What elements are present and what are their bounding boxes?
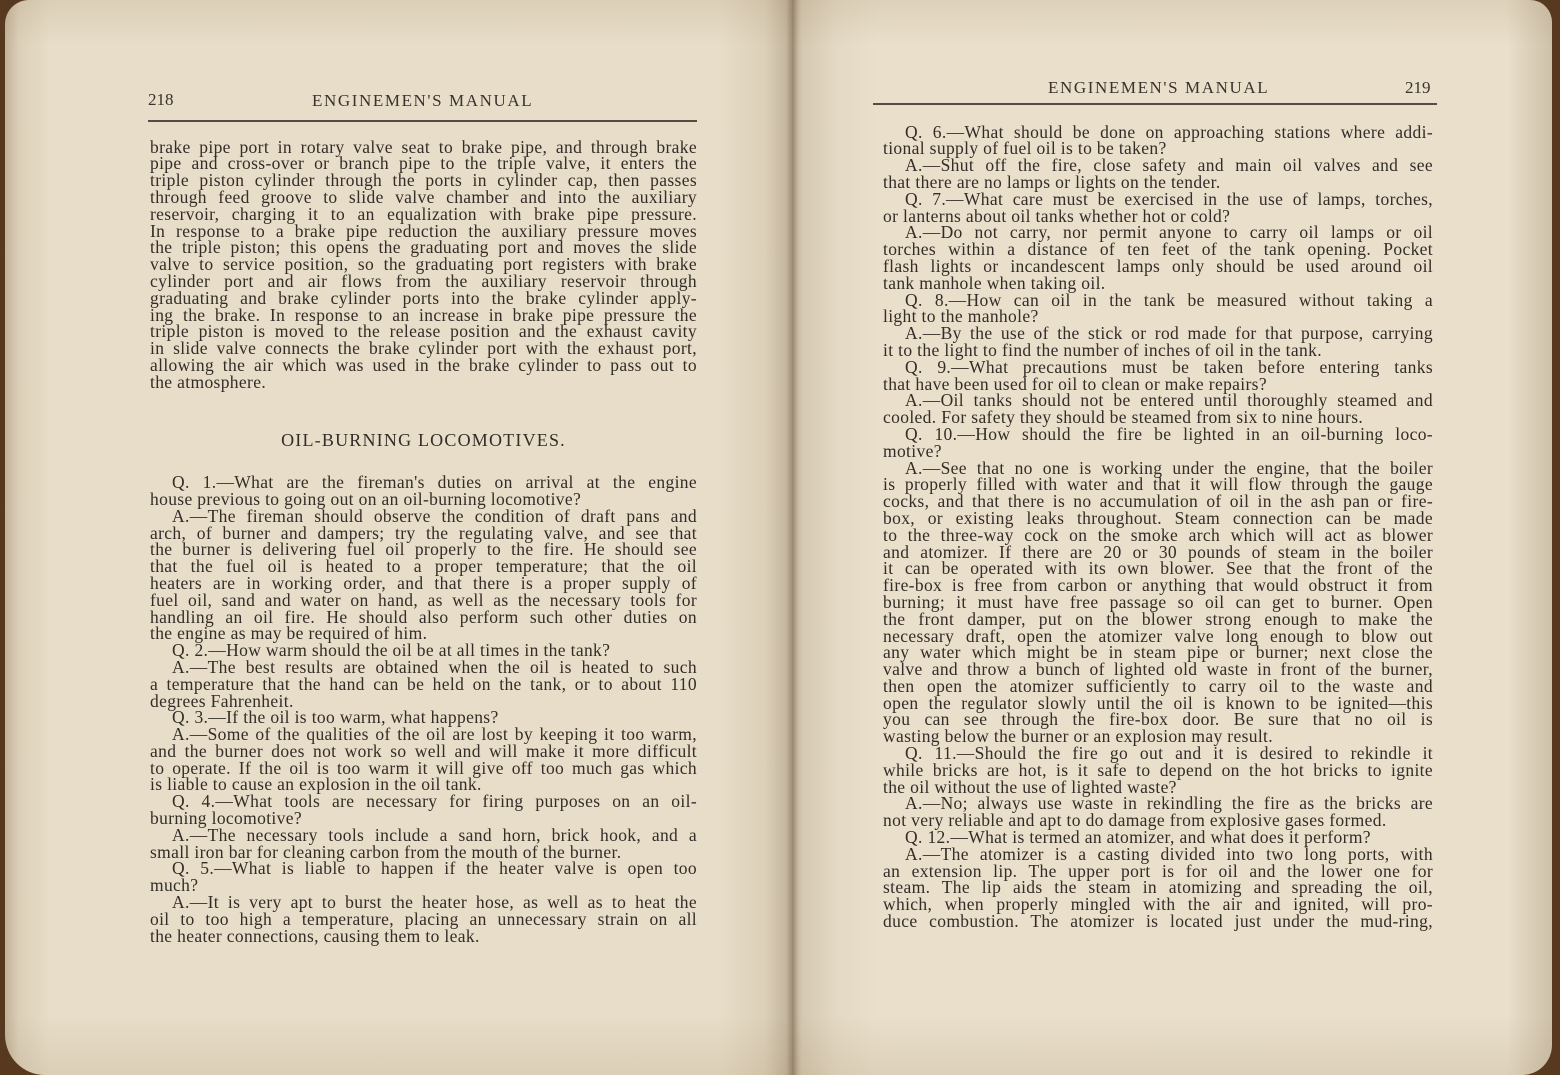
answer-paragraph — [150, 726, 697, 793]
text-line: that have been used for oil to clean or make repairs? — [883, 373, 1267, 394]
text-line: burning locomotive? — [150, 808, 302, 829]
text-line: the triple piston; this opens the graduating port and moves the slide — [150, 237, 697, 258]
text-line: A.—Oil tanks should not be entered until thoroughly steamed and — [905, 390, 1433, 411]
text-line: degrees Fahrenheit. — [150, 690, 294, 711]
text-line: a temperature that the hand can be held on the tank, or to about 110 — [150, 673, 697, 694]
text-line: Q. 2.—How warm should the oil be at all times in the tank? — [172, 640, 611, 661]
text-line: wasting below the burner or an explosion may result. — [883, 726, 1273, 747]
text-line: in slide valve connects the brake cylinder port with the exhaust port, — [150, 338, 697, 359]
text-line: A.—Some of the qualities of the oil are lost by keeping it too warm, — [172, 724, 697, 745]
answer-paragraph — [883, 392, 1433, 426]
answer-paragraph — [883, 157, 1433, 191]
text-line: A.—The atomizer is a casting divided into two long ports, with — [905, 843, 1433, 864]
text-line: while bricks are hot, is it safe to depend on the hot bricks to ignite — [883, 759, 1433, 780]
text-line: A.—The fireman should observe the condition of draft pans and — [172, 505, 697, 526]
question-paragraph — [883, 423, 1433, 461]
text-line: A.—See that no one is working under the engine, that the boiler — [905, 457, 1433, 478]
text-line: A.—Do not carry, nor permit anyone to carry oil lamps or oil — [905, 222, 1433, 243]
text-line: triple piston is moved to the release position and the exhaust cavity — [150, 321, 697, 342]
text-line: you can see through the fire-box door. Be sure that no oil is — [883, 709, 1433, 730]
text-line: triple piston cylinder through the ports in cylinder cap, then passes — [150, 170, 697, 191]
page-number: 219 — [1405, 78, 1431, 97]
answer-paragraph — [883, 224, 1433, 291]
text-line: Q. 1.—What are the fireman's duties on arrival at the engine — [172, 472, 697, 493]
text-line: cylinder port and air flows from the auxiliary reservoir through — [150, 270, 697, 291]
text-line: which, when properly mingled with the air and ignited, will pro- — [883, 894, 1433, 915]
text-line: torches within a distance of ten feet of the tank opening. Pocket — [883, 239, 1433, 260]
text-line: pipe and cross-over or branch pipe to the triple valve, it enters the — [150, 153, 697, 174]
text-line: light to the manhole? — [883, 306, 1039, 327]
text-line: Q. 6.—What should be done on approaching stations where addi- — [905, 121, 1433, 142]
question-paragraph — [883, 745, 1433, 795]
text-line: A.—The best results are obtained when the oil is heated to such — [172, 656, 697, 677]
text-line: Q. 7.—What care must be exercised in the use of lamps, torches, — [905, 188, 1433, 209]
answer-paragraph — [150, 894, 697, 944]
text-line: an extension lip. The upper port is for oil and the lower one for — [883, 860, 1433, 881]
question-paragraph — [883, 289, 1433, 327]
text-line: A.—No; always use waste in rekindling the fire as the bricks are — [905, 793, 1433, 814]
text-line: that there are no lamps or lights on the tender. — [883, 171, 1221, 192]
text-line: fire-box is free from carbon or anything that would obstruct it from — [883, 575, 1433, 596]
text-line: small iron bar for cleaning carbon from the mouth of the burner. — [150, 841, 622, 862]
text-line: A.—By the use of the stick or rod made for that purpose, carrying — [905, 323, 1433, 344]
answer-paragraph — [150, 656, 697, 711]
question-paragraph — [883, 356, 1433, 394]
text-line: to operate. If the oil is too warm it will give off too much gas which — [150, 757, 697, 778]
text-line: A.—It is very apt to burst the heater hose, as well as to heat the — [172, 892, 697, 913]
left-page — [5, 0, 792, 1075]
text-line: and atomizer. If there are 20 or 30 pounds of steam in the boiler — [883, 541, 1433, 562]
header-rule — [148, 120, 697, 122]
text-line: valve to service position, so the graduating port registers with brake — [150, 254, 697, 275]
text-line: the oil without the use of lighted waste? — [883, 776, 1177, 797]
gutter-shadow — [786, 0, 798, 1075]
text-line: reservoir, charging it to an equalization with brake pipe pressure. — [150, 203, 697, 224]
answer-paragraph — [150, 824, 697, 862]
text-line: Q. 3.—If the oil is too warm, what happens? — [172, 707, 499, 728]
header-rule — [873, 103, 1437, 105]
text-line: that the fuel oil is heated to a proper temperature; that the oil — [150, 556, 697, 577]
text-line: handling an oil fire. He should also perform such other duties on — [150, 606, 697, 627]
text-line: flash lights or incandescent lamps only should be used around oil — [883, 255, 1433, 276]
text-line: the burner is delivering fuel oil properly to the fire. He should see — [150, 539, 697, 560]
question-paragraph — [883, 188, 1433, 226]
text-line: allowing the air which was used in the brake cylinder to pass out to — [150, 354, 697, 375]
text-line: A.—Shut off the fire, close safety and main oil valves and see — [905, 155, 1433, 176]
text-line: Q. 4.—What tools are necessary for firing purposes on an oil- — [172, 791, 697, 812]
text-line: the heater connections, causing them to leak. — [150, 925, 480, 946]
text-line: valve and throw a bunch of lighted old waste in front of the burner, — [883, 659, 1433, 680]
continued-paragraph — [150, 136, 697, 392]
text-line: burning; it must have free passage so oil can get to burner. Open — [883, 591, 1433, 612]
text-line: to the three-way cock on the smoke arch which will act as blower — [883, 524, 1433, 545]
text-line: house previous to going out on an oil-burning locomotive? — [150, 488, 582, 509]
running-head: ENGINEMEN'S MANUAL — [312, 91, 534, 110]
text-line: In response to a brake pipe reduction the auxiliary pressure moves — [150, 220, 697, 241]
text-line: then open the atomizer sufficiently to carry oil to the waste and — [883, 675, 1433, 696]
text-line: tank manhole when taking oil. — [883, 272, 1106, 293]
running-head: ENGINEMEN'S MANUAL — [1048, 78, 1270, 97]
answer-paragraph — [883, 843, 1433, 932]
text-line: open the regulator slowly until the oil is known to be ignited—this — [883, 692, 1433, 713]
text-line: the engine as may be required of him. — [150, 623, 428, 644]
text-line: it to the light to find the number of inches of oil in the tank. — [883, 339, 1322, 360]
text-line: oil to too high a temperature, placing an unnecessary strain on all — [150, 908, 697, 929]
text-line: graduating and brake cylinder ports into the brake cylinder apply- — [150, 287, 697, 308]
text-line: heaters are in working order, and that there is a proper supply of — [150, 572, 697, 593]
question-paragraph — [883, 121, 1433, 159]
text-line: cooled. For safety they should be steamed from six to nine hours. — [883, 407, 1364, 428]
text-line: steam. The lip aids the steam in atomizing and spreading the oil, — [883, 877, 1433, 898]
text-line: brake pipe port in rotary valve seat to brake pipe, and through brake — [150, 136, 697, 157]
text-line: is liable to cause an explosion in the oil tank. — [150, 774, 482, 795]
text-line: Q. 9.—What precautions must be taken before entering tanks — [905, 356, 1433, 377]
answer-paragraph — [150, 505, 697, 644]
text-line: is properly filled with water and that it will flow through the gauge — [883, 474, 1433, 495]
section-heading: OIL-BURNING LOCOMOTIVES. — [281, 429, 566, 450]
answer-paragraph — [883, 795, 1433, 829]
text-line: and the burner does not work so well and will make it more difficult — [150, 740, 697, 761]
question-paragraph — [150, 860, 697, 894]
text-line: duce combustion. The atomizer is located just under the mud-ring, — [883, 911, 1433, 932]
text-column — [150, 136, 697, 946]
text-line: the front damper, put on the blower strong enough to make the — [883, 608, 1433, 629]
text-line: box, or existing leaks throughout. Steam connection can be made — [883, 507, 1433, 528]
text-line: it can be operated with its own blower. See that the front of the — [883, 558, 1433, 579]
text-line: tional supply of fuel oil is to be taken? — [883, 138, 1167, 159]
text-line: Q. 5.—What is liable to happen if the heater valve is open too — [172, 858, 697, 879]
text-line: A.—The necessary tools include a sand horn, brick hook, and a — [172, 824, 697, 845]
text-line: any water which might be in steam pipe or burner; next close the — [883, 642, 1433, 663]
text-line: necessary draft, open the atomizer valve long enough to blow out — [883, 625, 1433, 646]
page-number: 218 — [148, 90, 174, 109]
question-paragraph — [150, 474, 697, 508]
text-line: arch, of burner and dampers; try the regulating valve, and see that — [150, 522, 697, 543]
text-line: Q. 10.—How should the fire be lighted in an oil-burning loco- — [905, 423, 1433, 444]
text-line: not very reliable and apt to do damage from explosive gases formed. — [883, 810, 1387, 831]
text-line: through feed groove to slide valve chamber and into the auxiliary — [150, 186, 697, 207]
text-line: Q. 12.—What is termed an atomizer, and what does it perform? — [905, 827, 1371, 848]
question-paragraph — [150, 793, 697, 827]
text-line: Q. 11.—Should the fire go out and it is desired to rekindle it — [905, 743, 1433, 764]
answer-paragraph — [883, 325, 1433, 359]
text-line: the atmosphere. — [150, 371, 267, 392]
right-page — [792, 0, 1552, 1075]
text-line: fuel oil, sand and water on hand, as well as the necessary tools for — [150, 589, 697, 610]
text-line: or lanterns about oil tanks whether hot or cold? — [883, 205, 1231, 226]
text-line: much? — [150, 875, 199, 896]
text-line: motive? — [883, 440, 942, 461]
text-column — [883, 121, 1433, 932]
text-line: ing the brake. In response to an increase in brake pipe pressure the — [150, 304, 697, 325]
text-line: Q. 8.—How can oil in the tank be measured without taking a — [905, 289, 1433, 310]
text-line: cocks, and that there is no accumulation of oil in the ash pan or fire- — [883, 491, 1433, 512]
answer-paragraph — [883, 457, 1433, 747]
